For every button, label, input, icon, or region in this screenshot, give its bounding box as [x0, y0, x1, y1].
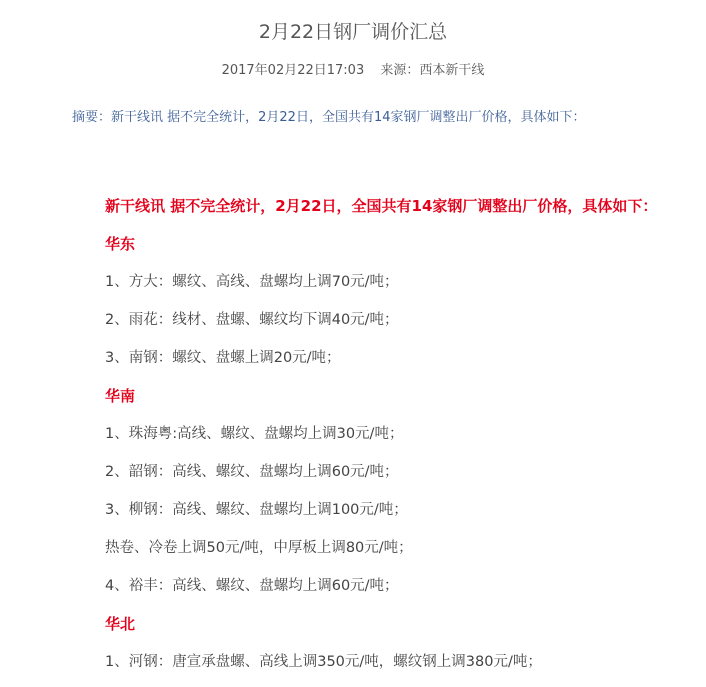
price-line: 1、珠海粤:高线、螺纹、盘螺均上调30元/吨；	[105, 426, 404, 442]
lead-paragraph: 新干线讯 据不完全统计，2月22日，全国共有14家钢厂调整出厂价格，具体如下：	[105, 197, 658, 215]
price-line: 1、河钢：唐宣承盘螺、高线上调350元/吨，螺纹钢上调380元/吨；	[105, 654, 542, 670]
region-heading-south: 华南	[105, 387, 136, 405]
article-summary: 摘要：新干线讯 据不完全统计，2月22日，全国共有14家钢厂调整出厂价格，具体如下：	[72, 110, 586, 125]
article-meta	[0, 61, 706, 81]
publish-datetime: 2017年02月22日17:03	[221, 63, 365, 78]
article-body	[105, 193, 695, 687]
price-line: 3、南钢：螺纹、盘螺上调20元/吨；	[105, 350, 341, 366]
price-line: 3、柳钢：高线、螺纹、盘螺均上调100元/吨；	[105, 502, 408, 518]
price-line: 热卷、冷卷上调50元/吨，中厚板上调80元/吨；	[105, 540, 413, 556]
price-line: 4、裕丰：高线、螺纹、盘螺均上调60元/吨；	[105, 578, 399, 594]
article-title: 2月22日钢厂调价汇总	[258, 21, 448, 43]
price-line: 2、雨花：线材、盘螺、螺纹均下调40元/吨；	[105, 312, 399, 328]
article-source: 来源：西本新干线	[380, 63, 485, 78]
price-line: 2、韶钢：高线、螺纹、盘螺均上调60元/吨；	[105, 464, 399, 480]
region-heading-east: 华东	[105, 235, 136, 253]
region-heading-north: 华北	[105, 615, 136, 633]
price-line: 1、方大：螺纹、高线、盘螺均上调70元/吨；	[105, 274, 399, 290]
